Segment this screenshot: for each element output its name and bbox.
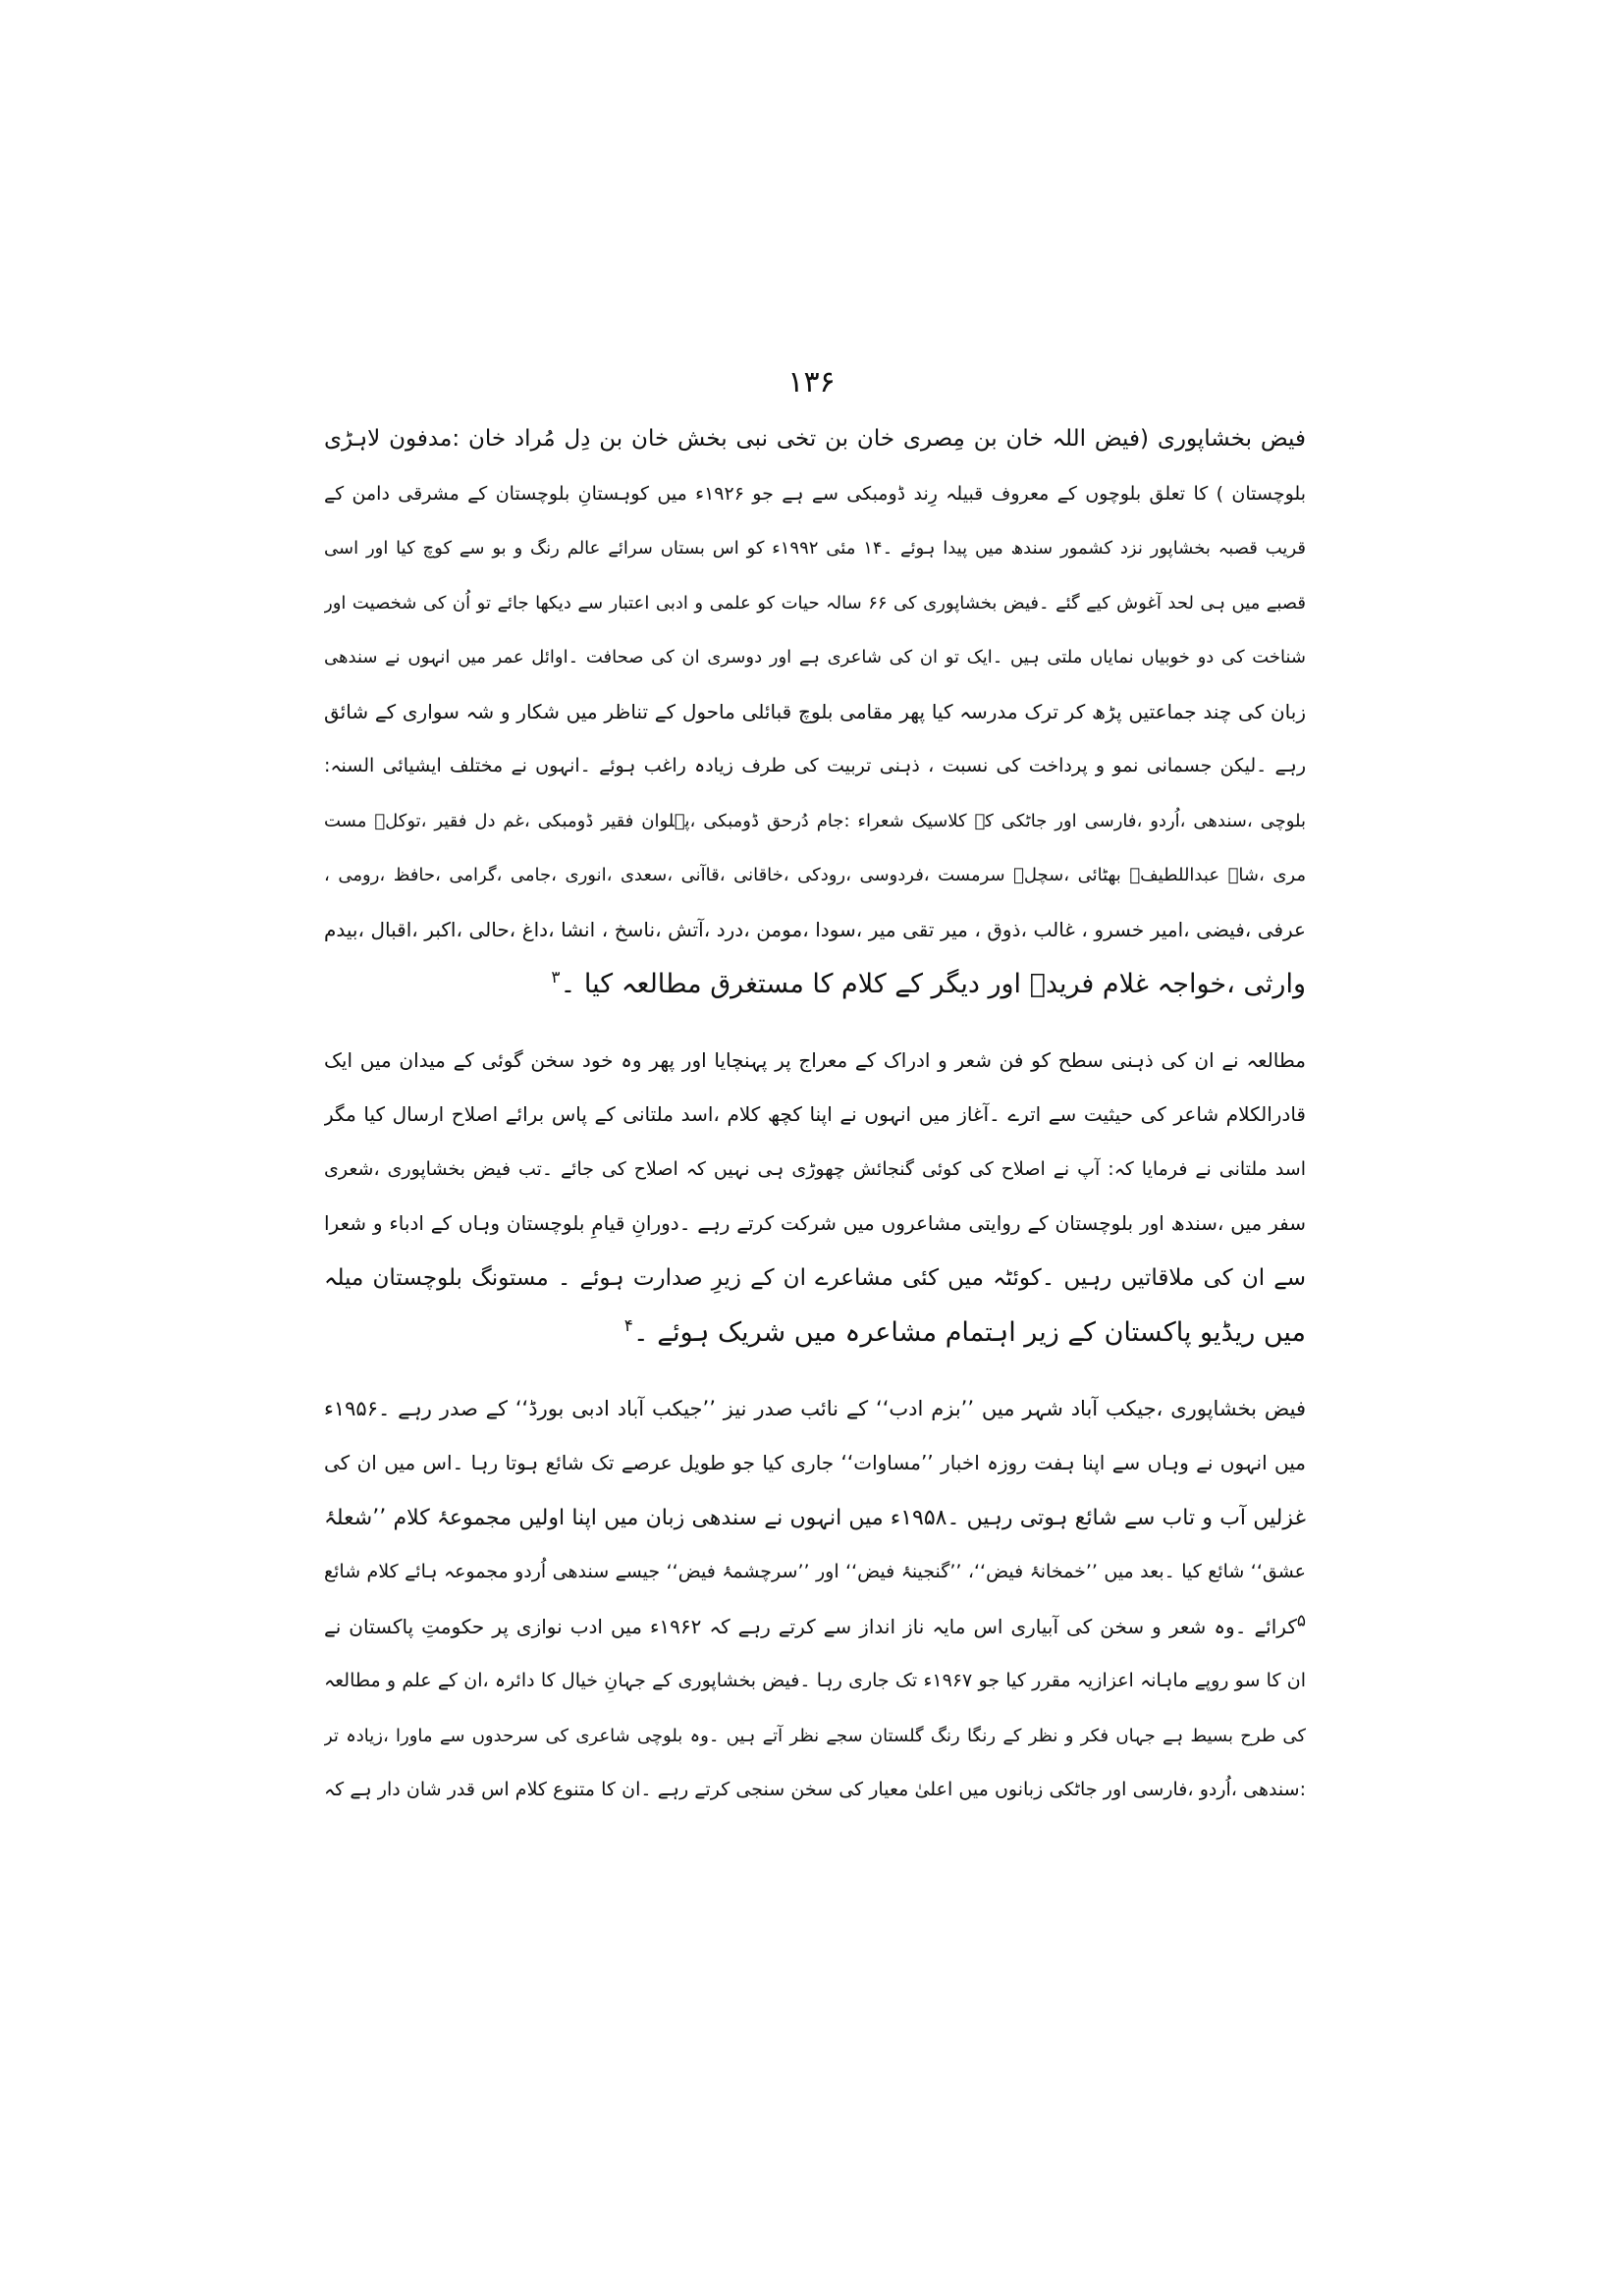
text-line: قادرالکلام شاعر کی حیثیت سے اترے ۔آغاز میں انہوں نے اپنا کچھ کلام ،اسد ملتانی کے پاس برائے اصلاح ارسال کیا مگر [324, 1102, 1306, 1126]
text-line: ان کا سو روپے ماہانہ اعزازیہ مقرر کیا جو ۱۹۶۷ء تک جاری رہا ۔فیض بخشاپوری کے جہانِ خیال کا دائرہ ،ان کے علم و مطالعہ [324, 1670, 1306, 1691]
text-line: :سندھی ،اُردو ،فارسی اور جاٹکی زبانوں میں اعلیٰ معیار کی سخن سنجی کرتے رہے ۔ان کا متنوع کلام اس قدر شان دار ہے کہ [324, 1779, 1306, 1800]
text-line: قصبے میں ہی لحد آغوش کیے گئے ۔فیض بخشاپوری کی ۶۶ سالہ حیات کو علمی و ادبی اعتبار سے دیکھا جائے تو اُن کی شخصیت اور [324, 592, 1306, 614]
text-line-content: میں ریڈیو پاکستان کے زیر اہتمام مشاعرہ میں شریک ہوئے ۔ [632, 1317, 1306, 1348]
text-line: بلوچی ،سندھی ،اُردو ،فارسی اور جاٹکی کے کلاسیک شعراء :جام دُرحق ڈومبکی ،پہلوان فقیر ڈومبکی ،غم دل فقیر ،توکلؒ مست [324, 810, 1306, 831]
footnote-reference: ۴ [623, 1316, 633, 1336]
text-line: مطالعہ نے ان کی ذہنی سطح کو فن شعر و ادراک کے معراج پر پہنچایا اور پھر وہ خود سخن گوئی کے میدان میں ایک [324, 1047, 1306, 1072]
text-line: زبان کی چند جماعتیں پڑھ کر ترک مدرسہ کیا پھر مقامی بلوچ قبائلی ماحول کے تناظر میں شکار و شہ سواری کے شائق [324, 699, 1306, 723]
text-line: شناخت کی دو خوبیاں نمایاں ملتی ہیں ۔ایک تو ان کی شاعری ہے اور دوسری ان کی صحافت ۔اوائل عمر میں انہوں نے سندھی [324, 647, 1306, 667]
text-line-content: وارثی ،خواجہ غلام فریدؒ اور دیگر کے کلام کا مستغرق مطالعہ کیا ۔ [560, 969, 1306, 999]
text-line: قریب قصبہ بخشاپور نزد کشمور سندھ میں پیدا ہوئے ۔۱۴ مئی ۱۹۹۲ء کو اس بستاں سرائے عالم رنگ و بو سے کوچ کیا اور اسی [324, 538, 1306, 559]
text-line: رہے ۔لیکن جسمانی نمو و پرداخت کی نسبت ، ذہنی تربیت کی طرف زیادہ راغب ہوئے ۔انہوں نے مختلف ایشیائی السنہ: [324, 755, 1306, 776]
text-line: اسد ملتانی نے فرمایا کہ: آپ نے اصلاح کی کوئی گنجائش چھوڑی ہی نہیں کہ اصلاح کی جائے ۔تب فیض بخشاپوری ،شعری [324, 1157, 1306, 1180]
text-line-last [324, 957, 1306, 1012]
page-body [324, 412, 1306, 1840]
footnote-reference: ۳ [551, 968, 561, 988]
paragraph-2 [324, 1034, 1306, 1361]
text-line: سفر میں ،سندھ اور بلوچستان کے روایتی مشاعروں میں شرکت کرتے رہے ۔دورانِ قیامِ بلوچستان وہاں کے ادباء و شعرا [324, 1211, 1306, 1235]
text-line: سے ان کی ملاقاتیں رہیں ۔کوئٹہ میں کئی مشاعرے ان کے زیرِ صدارت ہوئے ۔ مستونگ بلوچستان میلہ [324, 1264, 1306, 1291]
text-line-last [324, 1306, 1306, 1361]
text-line: بلوچستان ) کا تعلق بلوچوں کے معروف قبیلہ رِند ڈومبکی سے ہے جو ۱۹۲۶ء میں کوہستانِ بلوچستان کے مشرقی دامن کے [324, 482, 1306, 505]
paragraph-3 [324, 1382, 1306, 1818]
text-line [324, 1600, 1306, 1655]
page-number: ۱۳۶ [787, 365, 836, 400]
paragraph-1 [324, 412, 1306, 1012]
text-line: مری ،شاہ عبداللطیفؒ بھٹائی ،سچلؒ سرمست ،فردوسی ،رودکی ،خاقانی ،قاآنی ،سعدی ،انوری ،جامی ،گرامی ،حافظ ،رومی ، [324, 865, 1306, 885]
text-line-content: کرائے ۔وہ شعر و سخن کی آبیاری اس مایہ ناز انداز سے کرتے رہے کہ ۱۹۶۲ء میں ادب نوازی پر حکومتِ پاکستان نے [324, 1614, 1297, 1638]
text-line: عشق‘‘ شائع کیا ۔بعد میں ’’خمخانۂ فیض‘‘، ’’گنجینۂ فیض‘‘ اور ’’سرچشمۂ فیض‘‘ جیسے سندھی اُردو مجموعہ ہائے کلام شائع [324, 1561, 1306, 1582]
text-line: میں انہوں نے وہاں سے اپنا ہفت روزہ اخبار ’’مساوات‘‘ جاری کیا جو طویل عرصے تک شائع ہوتا رہا ۔اس میں ان کی [324, 1451, 1306, 1474]
text-line: عرفی ،فیضی ،امیر خسرو ، غالب ،ذوق ، میر تقی میر ،سودا ،مومن ،درد ،آتش ،ناسخ ، انشا ،داغ ،حالی ،اکبر ،اقبال ،بیدم [324, 917, 1306, 941]
text-line: غزلیں آب و تاب سے شائع ہوتی رہیں ۔۱۹۵۸ء میں انہوں نے سندھی زبان میں اپنا اولیں مجموعۂ کلام ’’شعلۂ [324, 1505, 1306, 1530]
text-line: فیض بخشاپوری ،جیکب آباد شہر میں ’’بزم ادب‘‘ کے نائب صدر نیز ’’جیکب آباد ادبی بورڈ‘‘ کے صدر رہے ۔۱۹۵۶ء [324, 1396, 1306, 1420]
text-line: کی طرح بسیط ہے جہاں فکر و نظر کے رنگا رنگ گلستان سجے نظر آتے ہیں ۔وہ بلوچی شاعری کی سرحدوں سے ماورا ،زیادہ تر [324, 1725, 1306, 1746]
text-line: فیض بخشاپوری (فیض اللہ خان بن مِصری خان بن تخی نبی بخش خان بن دِل مُراد خان :مدفون لاہڑی [324, 426, 1306, 452]
footnote-reference: ۵ [1296, 1610, 1306, 1630]
